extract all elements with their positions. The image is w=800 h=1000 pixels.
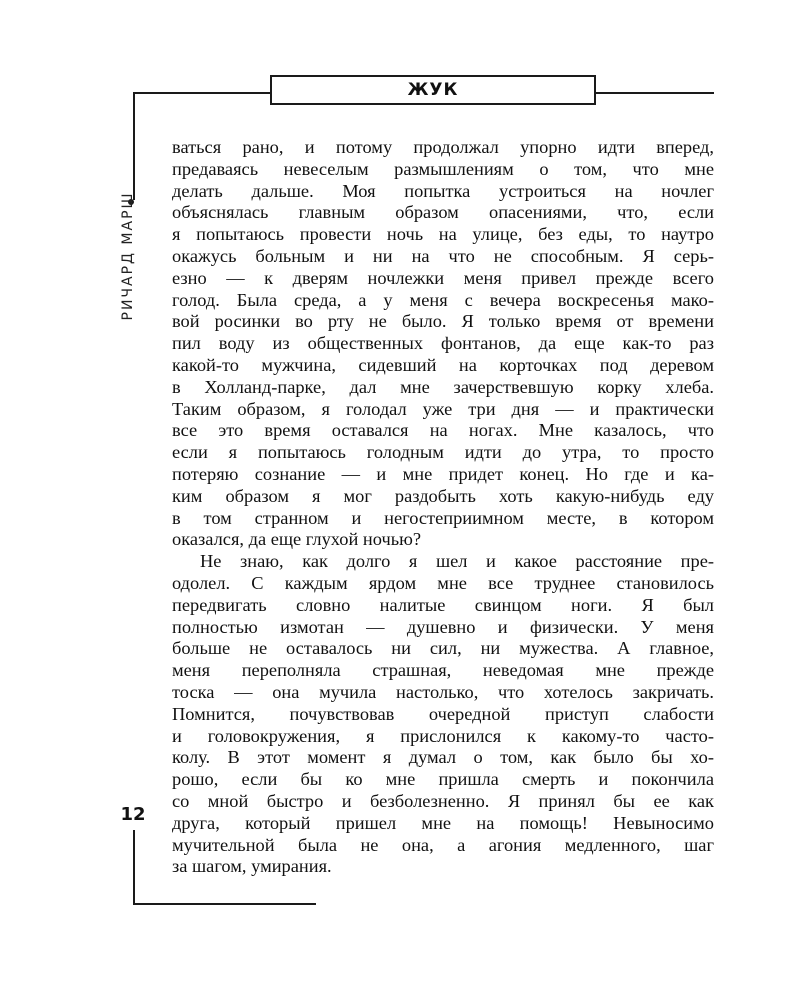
text-line: больше не оставалось ни сил, ни мужества. А главное,	[172, 638, 714, 659]
text-line: ким образом я мог раздобыть хоть какую-нибудь еду	[172, 485, 714, 506]
text-line: со мной быстро и безболезненно. Я принял бы ее как	[172, 790, 714, 811]
author-name-vertical: РИЧАРД МАРШ	[120, 191, 136, 321]
text-line: за шагом, умирания.	[172, 856, 332, 877]
text-line: предаваясь невеселым размышлениям о том, что мне	[172, 158, 714, 179]
text-line: Помнится, почувствовав очередной приступ слабости	[172, 703, 714, 724]
text-line: езно — к дверям ночлежки меня привел прежде всего	[172, 267, 714, 288]
top-rule-left	[133, 92, 270, 94]
text-line: потеряю сознание — и мне придет конец. Но где и ка-	[172, 463, 714, 484]
text-line: колу. В этот момент я думал о том, как было бы хо-	[172, 747, 714, 768]
top-rule-right	[596, 92, 714, 94]
bottom-rule	[133, 903, 316, 905]
text-line: оказался, да еще глухой ночью?	[172, 529, 422, 550]
page-number: 12	[120, 804, 146, 825]
text-line: какой-то мужчина, сидевший на корточках под деревом	[172, 354, 714, 375]
text-line: тоска — она мучила настолько, что хотелось закричать.	[172, 681, 714, 702]
text-line: пил воду из общественных фонтанов, да еще как-то раз	[172, 333, 714, 354]
left-rule-top	[133, 92, 135, 200]
text-line: мучительной была не она, а агония медленного, шаг	[172, 834, 714, 855]
text-line: Не знаю, как долго я шел и какое расстояние пре-	[200, 551, 714, 572]
text-line: все это время оставался на ногах. Мне казалось, что	[172, 420, 714, 441]
running-header-title: ЖУК	[407, 80, 459, 100]
text-line: вой росинки во рту не было. Я только время от времени	[172, 311, 714, 332]
text-line: Таким образом, я голодал уже три дня — и практически	[172, 398, 714, 419]
body-text	[172, 137, 714, 878]
text-line: передвигать словно налитые свинцом ноги. Я был	[172, 594, 714, 615]
text-line: если я попытаюсь голодным идти до утра, то просто	[172, 442, 714, 463]
text-line: голод. Была среда, а у меня с вечера воскресенья мако-	[172, 289, 714, 310]
running-header-box	[270, 75, 596, 105]
text-line: объяснялась главным образом опасениями, что, если	[172, 202, 714, 223]
text-line: рошо, если бы ко мне пришла смерть и покончила	[172, 769, 714, 790]
text-line: ваться рано, и потому продолжал упорно идти вперед,	[172, 137, 714, 157]
text-line: полностью измотан — душевно и физически. У меня	[172, 616, 714, 637]
text-line: меня переполняла страшная, неведомая мне прежде	[172, 660, 714, 681]
text-line: друга, который пришел мне на помощь! Невыносимо	[172, 812, 714, 833]
text-line: окажусь больным и ни на что не способным. Я серь-	[172, 245, 714, 266]
text-line: я попытаюсь провести ночь на улице, без еды, то наутро	[172, 224, 714, 245]
text-line: делать дальше. Моя попытка устроиться на ночлег	[172, 180, 714, 201]
text-line: в Холланд-парке, дал мне зачерствевшую корку хлеба.	[172, 376, 714, 397]
text-line: одолел. С каждым ярдом мне все труднее становилось	[172, 572, 714, 593]
left-rule-bottom	[133, 830, 135, 904]
text-line: в том странном и негостеприимном месте, в котором	[172, 507, 714, 528]
text-line: и головокружения, я прислонился к какому-то часто-	[172, 725, 714, 746]
